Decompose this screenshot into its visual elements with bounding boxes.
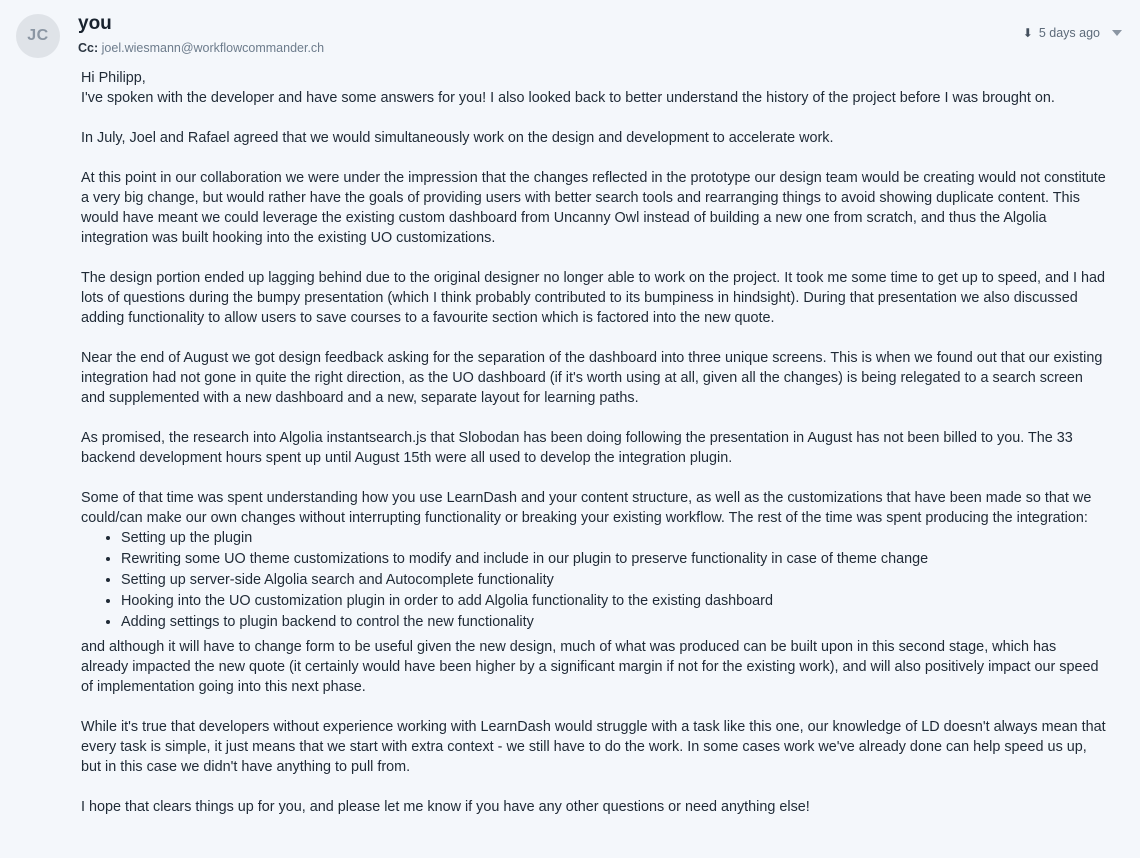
bullet-list xyxy=(81,528,1107,633)
download-icon[interactable]: ⬇ xyxy=(1022,26,1033,40)
email-header xyxy=(0,0,1140,58)
greeting: Hi Philipp, xyxy=(81,70,146,86)
body-paragraph: Some of that time was spent understanding how you use LearnDash and your content structure, as well as the customizations that have been made so that we could/can make our own changes without interrupting functionality or breaking your existing workflow. The rest of the time was spent producing the integration: xyxy=(81,490,1092,526)
sender-block xyxy=(78,12,1023,56)
body-paragraph: At this point in our collaboration we were under the impression that the changes reflected in the prototype our design team would be creating would not constitute a very big change, but would rather have the goals of providing users with better search tools and rearranging things to avoid showing duplicate content. This would have meant we could leverage the existing custom dashboard from Uncanny Owl instead of building a new one from scratch, and thus the Algolia integration was built hooking into the existing UO customizations. xyxy=(81,170,1106,246)
list-item: • Setting up the plugin xyxy=(121,528,1107,549)
body-paragraph: and although it will have to change form to be useful given the new design, much of what was produced can be built upon in this second stage, which has already impacted the new quote (it certainly would have been higher by a significant margin if not for the existing work), and will also positively impact our speed of implementation going into this next phase. xyxy=(81,639,1099,695)
body-paragraph: In July, Joel and Rafael agreed that we would simultaneously work on the design and development to accelerate work. xyxy=(81,130,834,146)
avatar: JC xyxy=(16,14,60,58)
list-item: • Rewriting some UO theme customizations to modify and include in our plugin to preserve functionality in case of theme change xyxy=(121,549,1107,570)
body-paragraph: While it's true that developers without experience working with LearnDash would struggle with a task like this one, our knowledge of LD doesn't always mean that every task is simple, it just means that we start with extra context - we still have to do the work. In some cases work we've already done can help speed us up, but in this case we didn't have anything to pull from. xyxy=(81,719,1106,775)
list-item: • Adding settings to plugin backend to control the new functionality xyxy=(121,612,1107,633)
message-meta xyxy=(1023,26,1124,40)
cc-label: Cc: xyxy=(78,41,99,55)
sender-name: you xyxy=(78,13,112,34)
intro-paragraph: I've spoken with the developer and have some answers for you! I also looked back to better understand the history of the project before I was brought on. xyxy=(81,90,1055,106)
body-paragraph: I hope that clears things up for you, and please let me know if you have any other questions or need anything else! xyxy=(81,799,810,815)
cc-line xyxy=(78,40,1023,56)
chevron-down-icon[interactable] xyxy=(1112,30,1122,36)
body-paragraph: The design portion ended up lagging behind due to the original designer no longer able to work on the project. It took me some time to get up to speed, and I had lots of questions during the bumpy presentation (which I think probably contributed to its bumpiness in hindsight). During that presentation we also discussed adding functionality to allow users to save courses to a favourite section which is factored into the new quote. xyxy=(81,270,1106,326)
cc-address[interactable]: joel.wiesmann@workflowcommander.ch xyxy=(101,41,325,55)
list-item: • Hooking into the UO customization plugin in order to add Algolia functionality to the existing dashboard xyxy=(121,591,1107,612)
list-item: • Setting up server-side Algolia search and Autocomplete functionality xyxy=(121,570,1107,591)
message-timestamp: 5 days ago xyxy=(1038,26,1100,40)
body-paragraph: Near the end of August we got design feedback asking for the separation of the dashboard into three unique screens. This is when we found out that our existing integration had not gone in quite the right direction, as the UO dashboard (if it's worth using at all, given all the changes) is being relegated to a search screen and supplemented with a new dashboard and a new, separate layout for learning paths. xyxy=(81,350,1103,406)
body-paragraph: As promised, the research into Algolia instantsearch.js that Slobodan has been doing following the presentation in August has not been billed to you. The 33 backend development hours spent up until August 15th were all used to develop the integration plugin. xyxy=(81,430,1073,466)
email-body xyxy=(0,58,1140,817)
